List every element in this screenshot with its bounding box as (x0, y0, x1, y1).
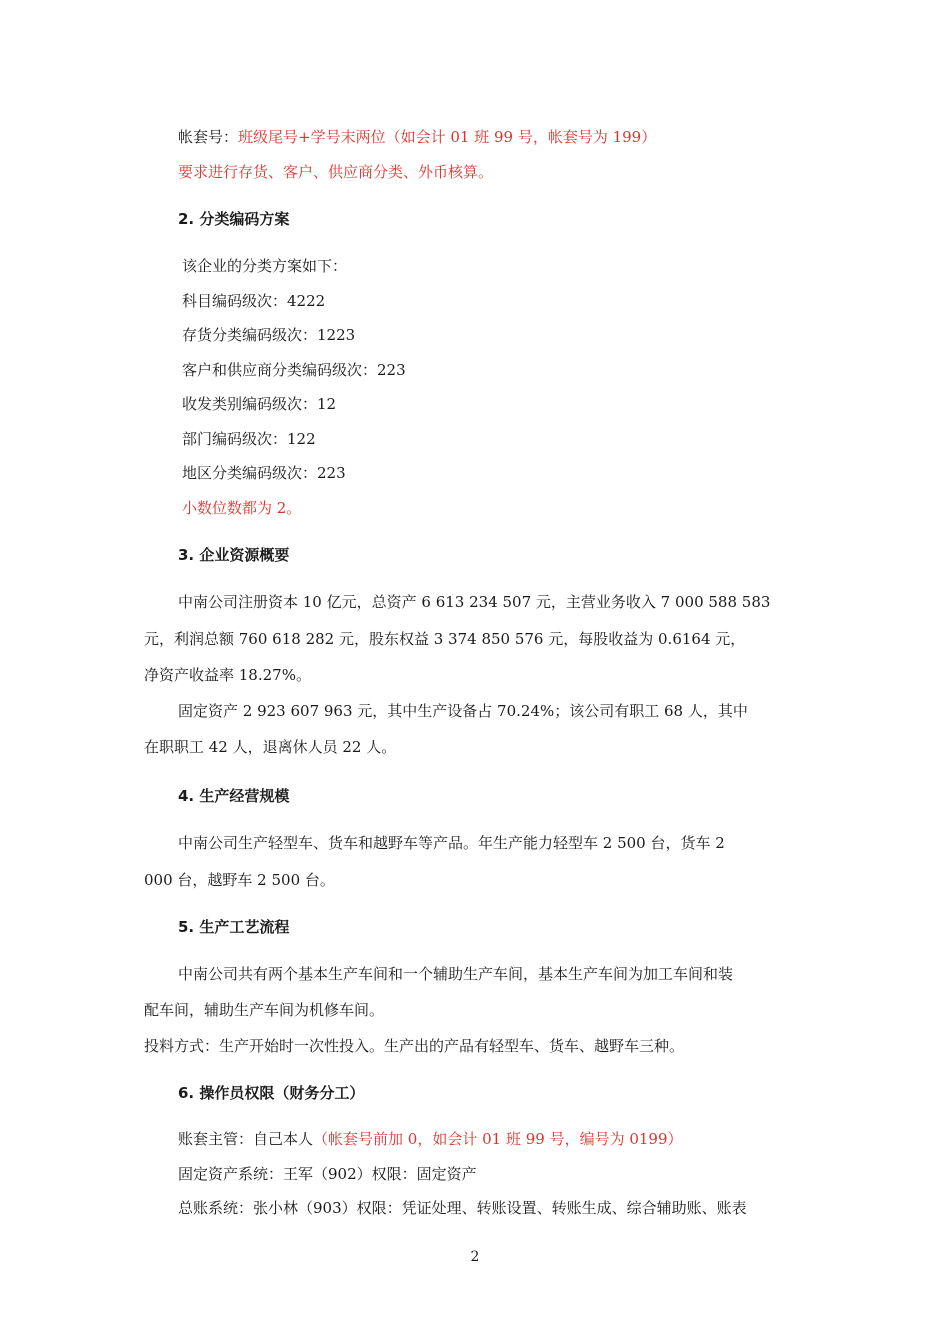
section2-heading: 2. 分类编码方案 (178, 210, 290, 228)
section5-heading: 5. 生产工艺流程 (178, 918, 290, 936)
section3-paragraph-line: 中南公司注册资本 10 亿元，总资产 6 613 234 507 元，主营业务收入 7 000 588 583 (178, 593, 771, 611)
section6-heading: 6. 操作员权限（财务分工） (178, 1084, 365, 1102)
supervisor-label: 账套主管：自己本人 (178, 1130, 314, 1148)
section5-paragraph-line: 投料方式：生产开始时一次性投入。生产出的产品有轻型车、货车、越野车三种。 (144, 1037, 685, 1055)
section5-paragraph-line: 配车间，辅助生产车间为机修车间。 (144, 1001, 385, 1019)
account-set-value: 班级尾号+学号末两位（如会计 01 班 99 号，帐套号为 199） (238, 128, 657, 146)
supervisor-note: （帐套号前加 0，如会计 01 班 99 号，编号为 0199） (313, 1130, 683, 1148)
section5-paragraph-line: 中南公司共有两个基本生产车间和一个辅助生产车间，基本生产车间为加工车间和装 (178, 965, 734, 983)
account-set-line (178, 127, 656, 147)
section3-paragraph-line: 净资产收益率 18.27%。 (144, 666, 311, 684)
account-set-requirement: 要求进行存货、客户、供应商分类、外币核算。 (178, 163, 494, 181)
supervisor-line (178, 1129, 683, 1149)
section2-item: 科目编码级次：4222 (182, 292, 326, 310)
section3-paragraph-line: 固定资产 2 923 607 963 元，其中生产设备占 70.24%；该公司有职工 68 人，其中 (178, 702, 748, 720)
section2-item: 收发类别编码级次：12 (182, 395, 337, 413)
section2-intro: 该企业的分类方案如下： (182, 257, 348, 275)
section3-paragraph-line: 元，利润总额 760 618 282 元，股东权益 3 374 850 576 元，每股收益为 0.6164 元， (144, 630, 746, 648)
fixed-assets-operator: 固定资产系统：王军（902）权限：固定资产 (178, 1165, 477, 1183)
section2-note: 小数位数都为 2。 (182, 499, 302, 517)
section3-paragraph-line: 在职职工 42 人，退离休人员 22 人。 (144, 738, 397, 756)
section2-item: 地区分类编码级次：223 (182, 464, 346, 482)
section2-item: 客户和供应商分类编码级次：223 (182, 361, 406, 379)
section4-heading: 4. 生产经营规模 (178, 787, 290, 805)
section3-heading: 3. 企业资源概要 (178, 546, 290, 564)
section2-item: 存货分类编码级次：1223 (182, 326, 356, 344)
account-set-label: 帐套号： (178, 128, 239, 146)
page-number: 2 (470, 1249, 480, 1265)
section4-paragraph-line: 中南公司生产轻型车、货车和越野车等产品。年生产能力轻型车 2 500 台，货车 2 (178, 834, 725, 852)
section4-paragraph-line: 000 台，越野车 2 500 台。 (144, 871, 335, 889)
section2-item: 部门编码级次：122 (182, 430, 316, 448)
general-ledger-operator: 总账系统：张小林（903）权限：凭证处理、转账设置、转账生成、综合辅助账、账表 (178, 1199, 747, 1217)
